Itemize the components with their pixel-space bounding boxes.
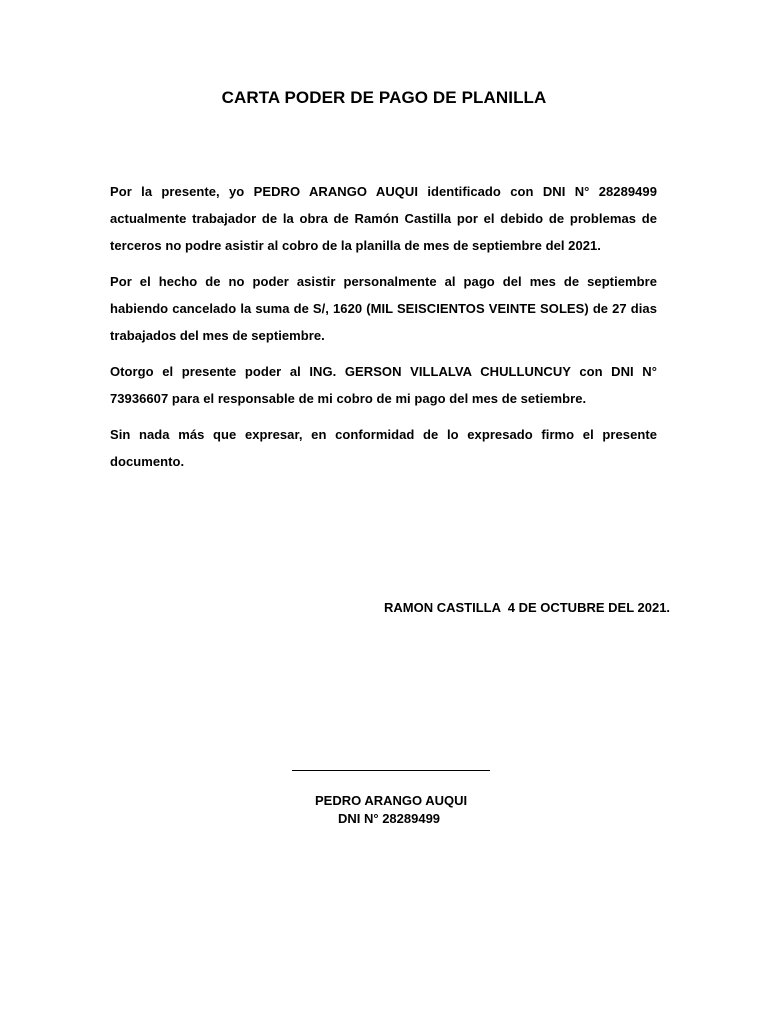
signer-name: PEDRO ARANGO AUQUI [315, 793, 468, 808]
paragraph-closing: Sin nada más que expresar, en conformidad de lo expresado firmo el presente documento. [110, 427, 657, 469]
signer-dni: DNI N° 28289499 [338, 811, 441, 826]
paragraph-identification: Por la presente, yo PEDRO ARANGO AUQUI identificado con DNI N° 28289499 actualmente trabajador de la obra de Ramón Castilla por el debido de problemas de terceros no podre asistir al cobro de la planilla de mes de septiembre del 2021. [110, 184, 657, 253]
place-and-date: RAMON CASTILLA 4 DE OCTUBRE DEL 2021. [384, 600, 671, 615]
paragraph-power-grant: Otorgo el presente poder al ING. GERSON VILLALVA CHULLUNCUY con DNI N° 73936607 para el responsable de mi cobro de mi pago del mes de setiembre. [110, 364, 657, 406]
paragraph-payment: Por el hecho de no poder asistir personalmente al pago del mes de septiembre habiendo cancelado la suma de S/, 1620 (MIL SEISCIENTOS VEINTE SOLES) de 27 dias trabajados del mes de septiembre. [110, 274, 657, 343]
document-title: CARTA PODER DE PAGO DE PLANILLA [221, 88, 547, 107]
signature-line [292, 770, 490, 771]
